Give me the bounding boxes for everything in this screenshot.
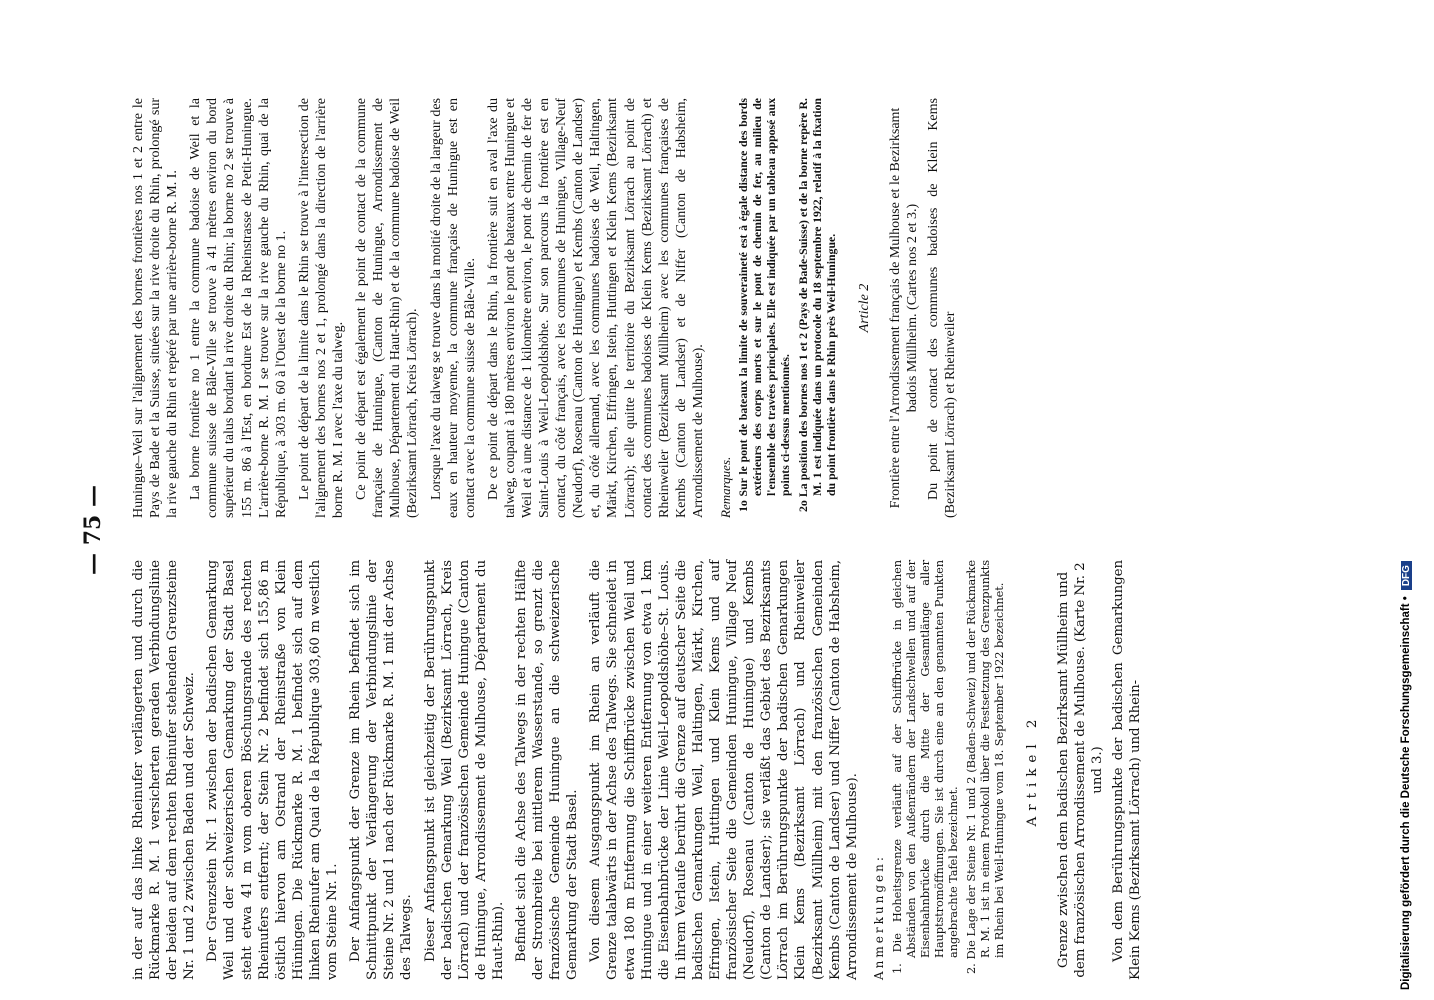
credit-text: Digitalisierung gefördert durch die Deutsche Forschungsgemeinschaft • bbox=[1400, 596, 1412, 990]
german-paragraph-3: Der Anfangspunkt der Grenze im Rhein befindet sich im Schnittpunkt der Verlängerung der Verbindungslinie der Steine Nr. 2 und 1 nach der Rückmarke R. M. 1 mit der Achse des Talwegs. bbox=[348, 560, 415, 980]
french-remark-1: 1o Sur le pont de bateaux la limite de souveraineté est à égale distance des bords extérieurs des corps morts et sur le pont de chemin de fer, au milieu de l'ensemble des travées principales. Elle est indiquée par un tableau apposé aux points ci-dessus mentionnés. bbox=[736, 98, 793, 512]
french-paragraph-3: Le point de départ de la limite dans le Rhin se trouve à l'intersection de l'alignement des bornes nos 2 et 1, prolongé dans la direction de l'arrière borne R. M. I avec l'axe du talweg. bbox=[296, 98, 347, 518]
german-paragraph-7: Von dem Berührungspunkte der badischen Gemarkungen Klein Kems (Bezirksamt Lörrach) und Rhein- bbox=[1111, 560, 1144, 980]
german-paragraph-1: in der auf das linke Rheinufer verlängerten und durch die Rückmarke R. M. 1 versicherten geraden Verbindungslinie der beiden auf dem rechten Rheinufer stehenden Grenzsteine Nr. 1 und 2 zwischen Baden und der Schweiz. bbox=[131, 560, 198, 980]
french-paragraph-5: Lorsque l'axe du talweg se trouve dans la moitié droite de la largeur des eaux en hauteur moyenne, la commune française de Huningue est en contact avec la commune suisse de Bâle-Ville. bbox=[428, 98, 478, 518]
french-column bbox=[130, 98, 966, 518]
french-remarks-title: Remarques. bbox=[718, 456, 733, 518]
french-paragraph-7: Du point de contact des communes badoises de Klein Kems (Bezirksamt Lörrach) et Rheinweiler bbox=[926, 98, 959, 518]
page-number: — 75 — bbox=[80, 485, 106, 575]
german-article-title: Artikel 2 bbox=[1024, 713, 1040, 827]
german-paragraph-4: Dieser Anfangspunkt ist gleichzeitig der Berührungspunkt der badischen Gemarkung Weil (Bezirksamt Lörrach, Kreis Lörrach) und der französischen Gemeinde Huningue (Canton de Huningue, Arrondissement de Mulhouse, Département du Haut-Rhin). bbox=[422, 560, 506, 980]
digitization-credit bbox=[1400, 10, 1430, 990]
french-remark-2: 2o La position des bornes nos 1 et 2 (Pays de Bade-Suisse) et de la borne repère R. M. 1 est indiquée dans un protocole du 18 septembre 1922, relatif à la fixation du point frontière dans le Rhin près Weil-Huningue. bbox=[796, 98, 839, 512]
rotated-page bbox=[80, 80, 1260, 980]
german-paragraph-6: Von diesem Ausgangspunkt im Rhein an verläuft die Grenze talabwärts in der Achse des Talwegs. Sie schneidet in etwa 180 m Entfernung die Schiffbrücke zwischen Weil und Huningue und in einer weiteren Entfernung von etwa 1 km die Eisenbahnbrücke der Linie Weil-Leopoldshöhe–St. Louis. In ihrem Verlaufe berührt die Grenze auf deutscher Seite die badischen Gemarkungen Weil, Haltingen, Märkt, Kirchen, Efringen, Istein, Huttingen und Klein Kems und auf französischer Seite die Gemeinden Huningue, Village Neuf (Neudorf), Rosenau (Canton de Huningue) und Kembs (Canton de Landser); sie verläßt das Gebiet des Bezirksamts Lörrach im Berührungspunkte der badischen Gemarkungen Klein Kems (Bezirksamt Lörrach) und Rheinweiler (Bezirksamt Müllheim) mit den französischen Gemeinden Kembs (Canton de Landser) und Niffer (Canton de Habsheim, Arrondissement de Mulhouse). bbox=[588, 560, 860, 980]
french-paragraph-4: Ce point de départ est également le point de contact de la commune française de Huningue, (Canton de Huningue, Arrondissement de Mulhouse, Département du Haut-Rhin) et de la commune badoise de Weil (Bezirksamt Lörrach, Kreis Lörrach). bbox=[354, 98, 421, 518]
german-remarks-title: Anmerkungen: bbox=[871, 854, 886, 980]
dfg-logo: DFG bbox=[1401, 561, 1412, 590]
french-article-title: Article 2 bbox=[857, 283, 873, 333]
german-column bbox=[130, 560, 1151, 980]
german-remark-1: 1. Die Hoheitsgrenze verläuft auf der Schiffbrücke in gleichen Abständen von den Außenrändern der Landschwellen und auf der Eisenbahnbrücke durch die Mitte der Gesamtlänge aller Hauptstromöffnungen. Sie ist durch eine an den genannten Punkten angebrachte Tafel bezeichnet. bbox=[889, 560, 960, 974]
german-paragraph-2: Der Grenzstein Nr. 1 zwischen der badischen Gemarkung Weil und der schweizerischen Gemarkung der Stadt Basel steht etwa 41 m vom oberen Böschungsrande des rechten Rheinufers entfernt; der Stein Nr. 2 befindet sich 155,86 m östlich hiervon am Ostrand der Rheinstraße von Klein Hüningen. Die Rückmarke R. M. 1 befindet sich auf dem linken Rheinufer am Quai de la République 303,60 m westlich vom Steine Nr. 1. bbox=[205, 560, 341, 980]
french-paragraph-6: De ce point de départ dans le Rhin, la frontière suit en aval l'axe du talweg, coupant à 180 mètres environ le pont de bateaux entre Huningue et Weil et à une distance de 1 kilomètre environ, le pont de chemin de fer de Saint-Louis à Weil-Leopoldshöhe. Sur son parcours la frontière est en contact, du côté français, avec les communes de Huningue, Village-Neuf (Neudorf), Rosenau (Canton de Huningue) et Kembs (Canton de Landser) et, du côté allemand, avec les communes badoises de Weil, Haltingen, Märkt, Kirchen, Effringen, Istein, Huttingen et Klein Kems (Bezirksamt Lörrach); elle quitte le territoire du Bezirksamt Lörrach au point de contact des communes badoises de Klein Kems (Bezirksamt Lörrach) et Rheinweiler (Bezirksamt Müllheim) avec les communes françaises de Kembs (Canton de Landser) et de Niffer (Canton de Habsheim, Arrondissement de Mulhouse). bbox=[485, 98, 706, 518]
german-remark-2: 2. Die Lage der Steine Nr. 1 und 2 (Baden-Schweiz) und der Rückmarke R. M. 1 ist in einem Protokoll über die Festsetzung des Grenzpunkts im Rhein bei Weil-Huningue vom 18. September 1922 bezeichnet. bbox=[963, 560, 1006, 974]
german-article-heading: Grenze zwischen dem badischen Bezirksamt Müllheim und dem französischen Arrondissement de Mulhouse. (Karte Nr. 2 und 3.) bbox=[1056, 562, 1106, 978]
french-paragraph-2: La borne frontière no 1 entre la commune badoise de Weil et la commune suisse de Bâle-Ville se trouve à 41 mètres environ du bord supérieur du talus bordant la rive droite du Rhin; la borne no 2 se trouve à 155 m. 86 à l'Est, en bordure Est de la Rheinstrasse de Petit-Huningue. L'arrière-borne R. M. I se trouve sur la rive gauche du Rhin, quai de la République, à 303 m. 60 à l'Ouest de la borne no 1. bbox=[188, 98, 289, 518]
german-paragraph-5: Befindet sich die Achse des Talwegs in der rechten Hälfte der Strombreite bei mittlerem Wasserstande, so grenzt die französische Gemeinde Huningue an die schweizerische Gemarkung der Stadt Basel. bbox=[513, 560, 581, 980]
french-paragraph-1: Huningue–Weil sur l'alignement des bornes frontières nos 1 et 2 entre le Pays de Bade et la Suisse, situées sur la rive droite du Rhin, prolongé sur la rive gauche du Rhin et repéré par une arrière-borne R. M. I. bbox=[131, 98, 181, 518]
french-article-heading: Frontière entre l'Arrondissement français de Mulhouse et le Bezirksamt badois Müllheim. (Cartes nos 2 et 3.) bbox=[888, 107, 921, 509]
